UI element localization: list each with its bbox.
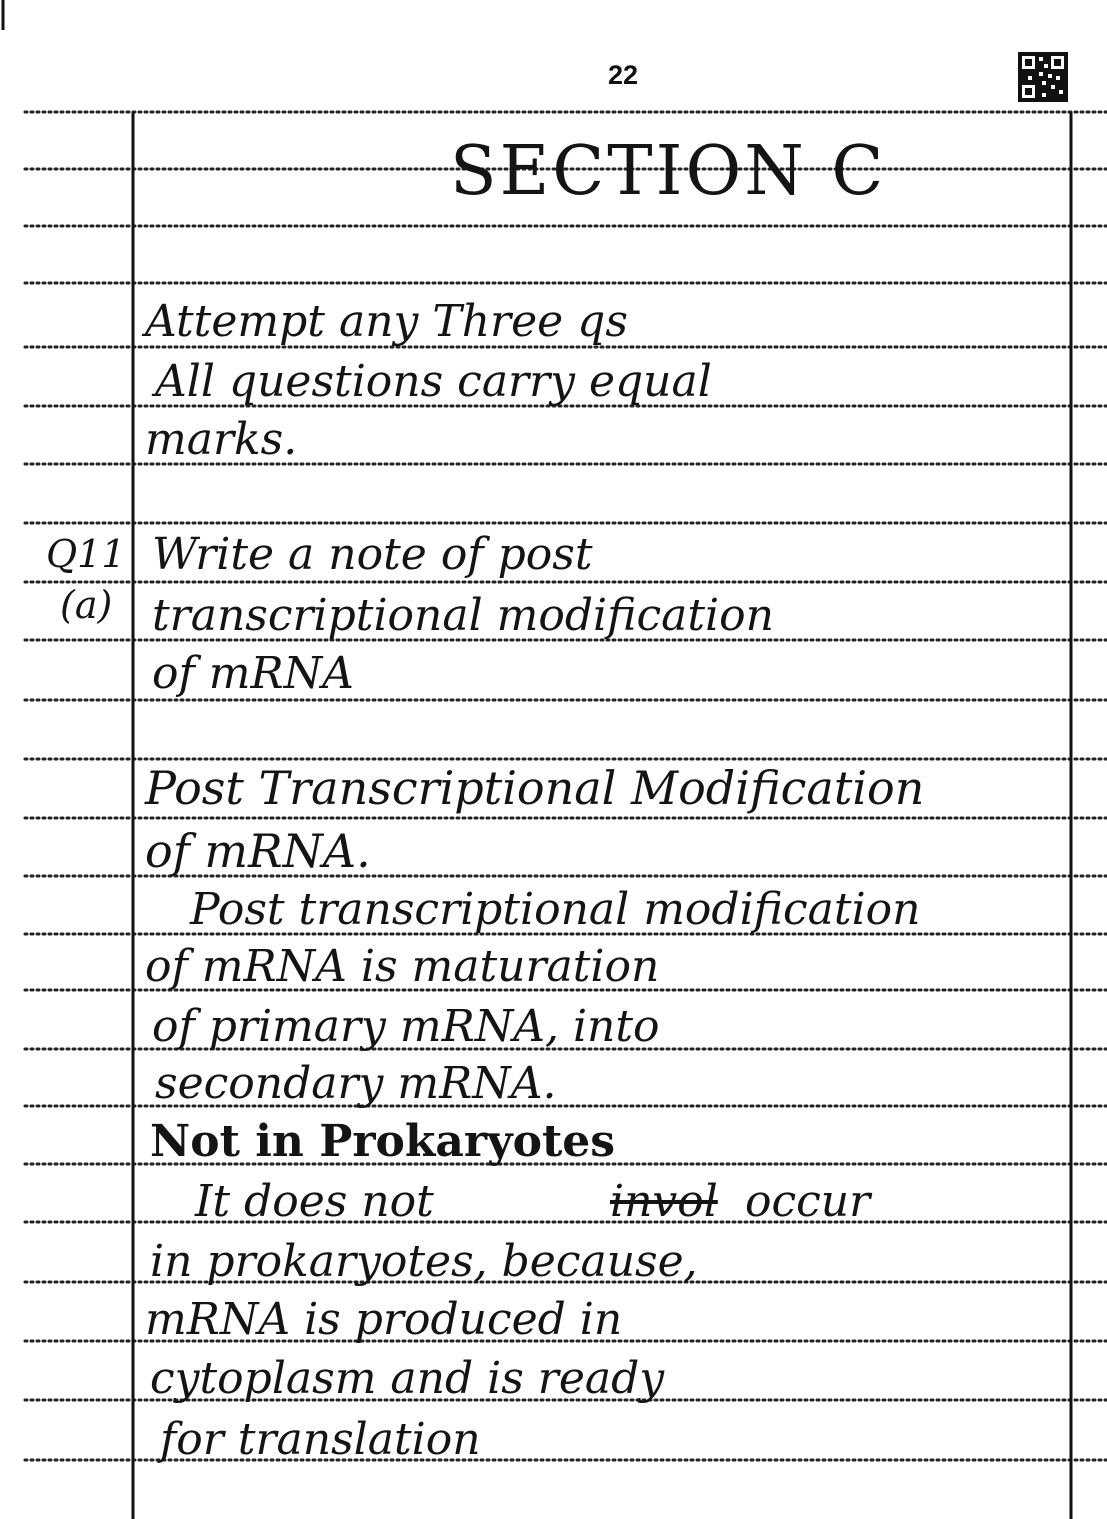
page-number: 22 (607, 60, 639, 90)
answer-body-line: It does not (195, 1176, 434, 1227)
question-line: transcriptional modification (152, 590, 774, 641)
section-title: SECTION C (450, 132, 887, 211)
qr-code-icon (1018, 52, 1068, 102)
answer-body-line: cytoplasm and is ready (150, 1353, 665, 1404)
answer-body-line: occur (745, 1176, 871, 1227)
answer-body-line: Post transcriptional modification (190, 884, 921, 935)
question-part: (a) (60, 583, 113, 627)
instruction-line: marks. (145, 414, 298, 465)
answer-body-line: mRNA is produced in (145, 1294, 623, 1345)
struck-out-word: invol (610, 1176, 718, 1227)
instruction-line: All questions carry equal (155, 356, 712, 407)
answer-body-line: secondary mRNA. (155, 1058, 557, 1109)
instruction-line: Attempt any Three qs (145, 296, 628, 347)
answer-body-line: of mRNA is maturation (145, 941, 660, 992)
question-line: of mRNA (152, 648, 354, 699)
question-line: Write a note of post (152, 529, 593, 580)
answer-body-line: for translation (160, 1414, 481, 1465)
question-number: Q11 (46, 532, 126, 576)
answer-body-line: in prokaryotes, because, (150, 1236, 698, 1287)
answer-body-line: of primary mRNA, into (152, 1001, 660, 1052)
answer-subheading: Not in Prokaryotes (150, 1116, 616, 1167)
answer-heading: Post Transcriptional Modification (145, 761, 925, 815)
answer-heading: of mRNA. (145, 824, 371, 878)
